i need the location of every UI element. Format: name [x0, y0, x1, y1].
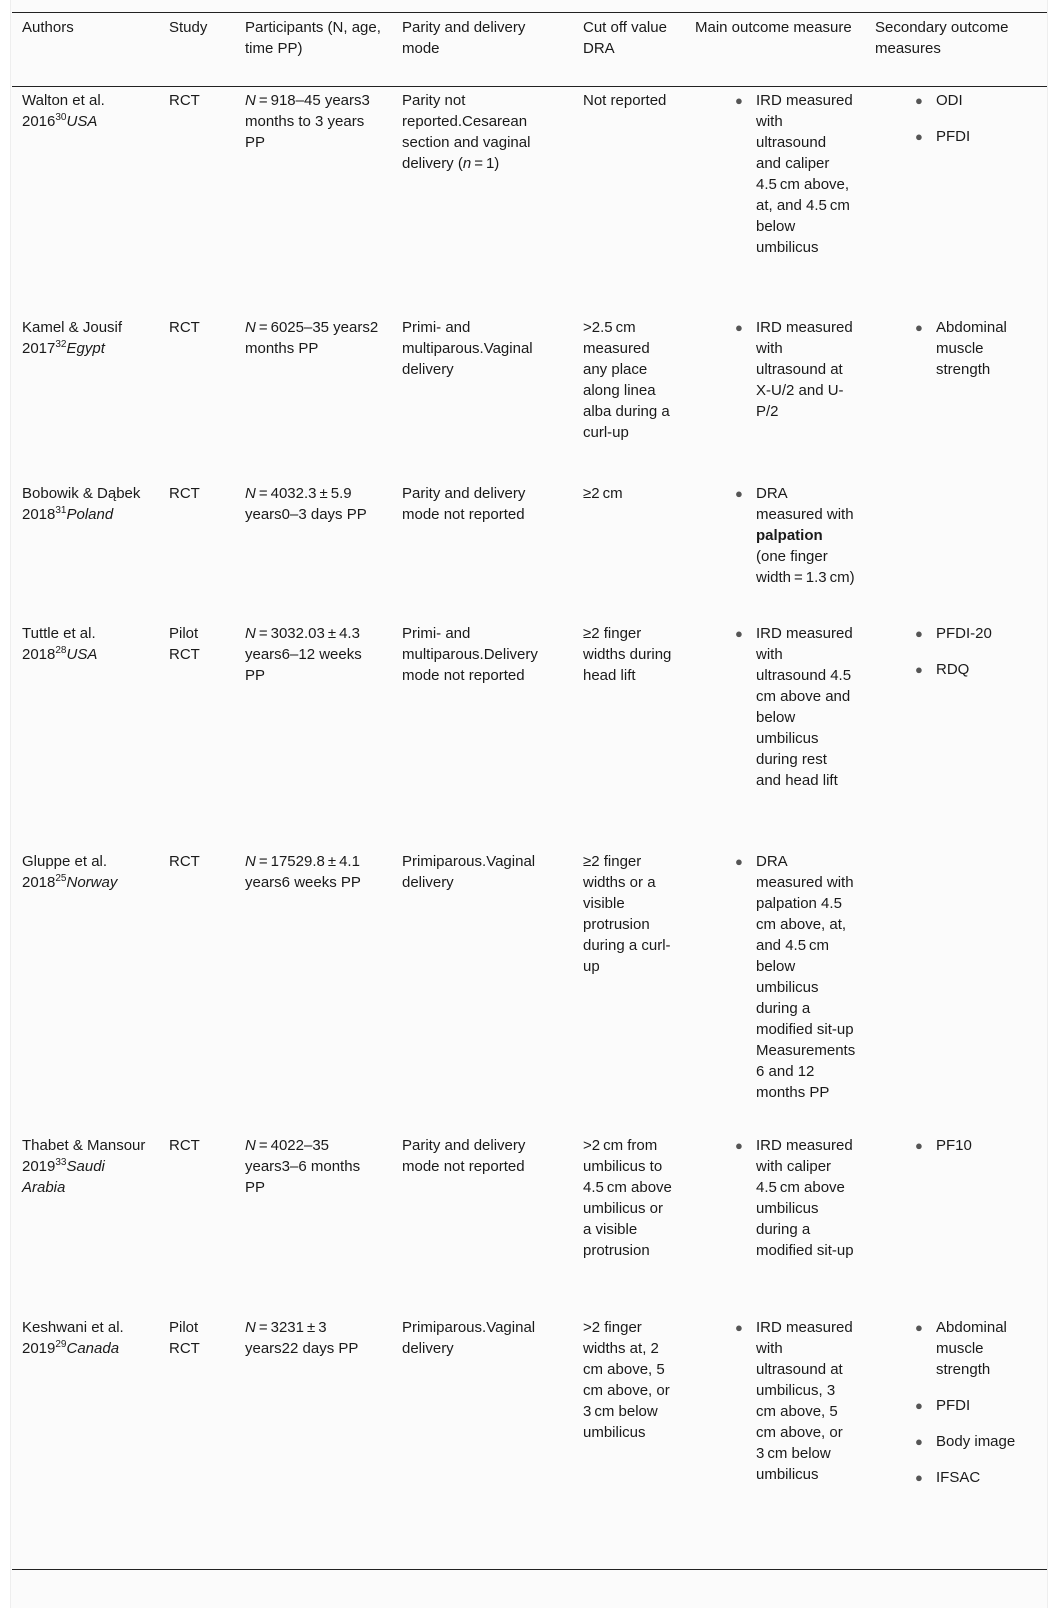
- country: USA: [66, 645, 98, 663]
- header-cutoff: Cut off value DRA: [573, 13, 685, 87]
- cell-cutoff: ≥2 finger widths during head lift: [583, 624, 672, 684]
- bullet-icon: ●: [735, 625, 743, 641]
- table-row: [12, 1314, 1047, 1570]
- bullet-icon: ●: [915, 1137, 923, 1153]
- list-item: [735, 851, 855, 1103]
- secondary-outcome-text: Body image: [936, 1432, 1016, 1450]
- table-row: [12, 848, 1047, 1132]
- cell-authors: [12, 87, 159, 314]
- secondary-outcome-text: ODI: [936, 92, 963, 109]
- n-label: N: [245, 852, 256, 870]
- main-outcome-text: IRD measured with ultrasound and caliper 4.5 cm above, at, and 4.5 cm below umbilicus: [756, 92, 853, 256]
- secondary-outcome-text: Abdominal muscle strength: [936, 318, 1007, 378]
- author-name: Walton et al. 2016: [22, 92, 105, 130]
- country: Poland: [66, 505, 114, 523]
- participants-text: = 6025–35 years2 months PP: [245, 318, 379, 357]
- list-item: [915, 90, 1037, 111]
- cell-authors: [12, 848, 159, 1132]
- reference-number: 29: [55, 1338, 67, 1350]
- secondary-outcome-text: PFDI: [936, 1396, 971, 1414]
- bullet-icon: ●: [915, 319, 923, 335]
- bullet-icon: ●: [915, 1397, 923, 1413]
- cell-cutoff: ≥2 finger widths or a visible protrusion during a curl-up: [583, 852, 671, 975]
- country: Canada: [66, 1339, 120, 1357]
- n-label: N: [245, 92, 256, 109]
- author-name: Gluppe et al. 2018: [22, 852, 108, 891]
- bullet-icon: ●: [915, 625, 923, 641]
- main-outcome-text: DRA measured with palpation 4.5 cm above, at, and 4.5 cm below umbilicus during a modified sit-up Measurements 6 and 12 months PP: [756, 852, 856, 1101]
- n-label: n: [462, 155, 472, 172]
- author-name: Keshwani et al. 2019: [22, 1318, 124, 1357]
- cell-main-outcome: [685, 848, 865, 1132]
- country: Egypt: [66, 339, 105, 357]
- bullet-icon: ●: [735, 485, 743, 501]
- secondary-outcome-text: PFDI-20: [936, 624, 992, 642]
- cell-study: RCT: [169, 92, 200, 109]
- cell-cutoff: >2 finger widths at, 2 cm above, 5 cm above, or 3 cm below umbilicus: [573, 1314, 685, 1570]
- author-name: Thabet & Mansour 2019: [22, 1136, 146, 1175]
- cell-secondary-outcome: [865, 480, 1047, 620]
- table-row: [12, 1132, 1047, 1314]
- bullet-icon: ●: [915, 1433, 923, 1449]
- list-item: [915, 1317, 1037, 1380]
- cell-cutoff: >2.5 cm measured any place along linea alba during a curl-up: [583, 318, 670, 441]
- cell-participants: [235, 620, 392, 848]
- list-item: [915, 1431, 1037, 1452]
- cell-secondary-outcome: [865, 620, 1047, 848]
- n-label: N: [245, 318, 256, 336]
- main-outcome-text: IRD measured with ultrasound 4.5 cm above and below umbilicus during rest and head lift: [756, 624, 855, 789]
- parity-text: Parity not reported.Cesarean section and vaginal delivery (: [402, 92, 531, 172]
- cell-secondary-outcome: [865, 1132, 1047, 1314]
- main-outcome-text: IRD measured with ultrasound at umbilicus, 3 cm above, 5 cm above, or 3 cm below umbilicus: [756, 1318, 853, 1483]
- list-item: [735, 623, 855, 791]
- secondary-outcome-text: Abdominal muscle strength: [936, 1318, 1007, 1378]
- bullet-icon: ●: [735, 853, 743, 869]
- cell-participants: [235, 848, 392, 1132]
- bullet-icon: ●: [735, 1319, 743, 1335]
- cell-study: RCT: [169, 318, 200, 336]
- bullet-icon: ●: [735, 1137, 743, 1153]
- cell-study: RCT: [169, 484, 200, 502]
- n-label: N: [245, 484, 256, 502]
- cell-study: RCT: [169, 852, 200, 870]
- author-name: Tuttle et al. 2018: [22, 624, 96, 663]
- table-row: [12, 620, 1047, 848]
- header-row: [12, 13, 1047, 87]
- header-study: Study: [159, 13, 235, 87]
- cell-study: Pilot RCT: [159, 1314, 235, 1570]
- parity-text-after: = 1): [471, 155, 500, 172]
- reference-number: 33: [55, 1156, 67, 1168]
- cell-parity: [392, 87, 573, 314]
- header-parity: Parity and delivery mode: [392, 13, 573, 87]
- list-item: [915, 1467, 1037, 1488]
- header-secondary-outcome: Secondary outcome measures: [865, 13, 1047, 87]
- participants-text: = 3231 ± 3 years22 days PP: [245, 1318, 359, 1357]
- n-label: N: [245, 624, 256, 642]
- main-outcome-text-after: (one finger width = 1.3 cm): [756, 547, 855, 586]
- cell-participants: [235, 314, 392, 480]
- list-item: [915, 623, 1037, 644]
- bullet-icon: ●: [915, 1319, 923, 1335]
- list-item: [915, 1135, 1037, 1156]
- secondary-outcome-text: PF10: [936, 1136, 972, 1154]
- cell-authors: [12, 1314, 159, 1570]
- bullet-icon: ●: [735, 319, 743, 335]
- bullet-icon: ●: [915, 93, 923, 108]
- list-item: [735, 317, 855, 422]
- list-item: [735, 90, 855, 258]
- list-item: [735, 1135, 855, 1261]
- cell-parity: Parity and delivery mode not reported: [402, 1136, 526, 1175]
- list-item: [915, 659, 1037, 680]
- cell-participants: [235, 480, 392, 620]
- list-item: [915, 1395, 1037, 1416]
- author-name: Bobowik & Dąbek 2018: [22, 484, 141, 523]
- header-participants: Participants (N, age, time PP): [235, 13, 392, 87]
- main-outcome-text: IRD measured with ultrasound at X-U/2 and U-P/2: [756, 318, 853, 420]
- participants-text: = 4032.3 ± 5.9 years0–3 days PP: [245, 484, 367, 523]
- cell-participants: [235, 1132, 392, 1314]
- cell-secondary-outcome: [865, 87, 1047, 314]
- cell-secondary-outcome: [865, 1314, 1047, 1570]
- participants-text: = 4022–35 years3–6 months PP: [245, 1136, 361, 1196]
- cell-main-outcome: [685, 1132, 865, 1314]
- table-row: [12, 480, 1047, 620]
- cell-parity: Primi- and multiparous.Delivery mode not reported: [402, 624, 538, 684]
- participants-text: = 17529.8 ± 4.1 years6 weeks PP: [245, 852, 361, 891]
- list-item: [735, 483, 855, 588]
- main-outcome-bold: palpation: [756, 526, 823, 544]
- main-outcome-text: DRA measured with: [756, 484, 854, 523]
- cell-study: Pilot RCT: [169, 624, 200, 663]
- studies-table: [12, 12, 1047, 1570]
- header-main-outcome: Main outcome measure: [685, 13, 865, 87]
- reference-number: 30: [55, 112, 67, 123]
- cell-main-outcome: [685, 480, 865, 620]
- country: USA: [66, 113, 98, 130]
- cell-main-outcome: [685, 1314, 865, 1570]
- table-row: [12, 87, 1047, 314]
- cell-authors: [12, 1132, 159, 1314]
- cell-study: RCT: [169, 1136, 200, 1154]
- cell-main-outcome: [685, 87, 865, 314]
- country: Norway: [66, 873, 118, 891]
- reference-number: 28: [55, 644, 67, 656]
- country: Saudi Arabia: [22, 1157, 105, 1196]
- list-item: [915, 126, 1037, 147]
- reference-number: 25: [55, 872, 67, 884]
- secondary-outcome-text: PFDI: [936, 128, 971, 145]
- header-authors: Authors: [12, 13, 159, 87]
- cell-parity: Primiparous.Vaginal delivery: [402, 852, 536, 891]
- participants-text: = 918–45 years3 months to 3 years PP: [245, 92, 370, 151]
- table-row: [12, 314, 1047, 480]
- cell-main-outcome: [685, 620, 865, 848]
- cell-participants: [235, 1314, 392, 1570]
- cell-parity: Primiparous.Vaginal delivery: [392, 1314, 573, 1570]
- bullet-icon: ●: [915, 661, 923, 677]
- cell-cutoff: >2 cm from umbilicus to 4.5 cm above umbilicus or a visible protrusion: [583, 1136, 672, 1259]
- cell-authors: [12, 620, 159, 848]
- participants-text: = 3032.03 ± 4.3 years6–12 weeks PP: [245, 624, 362, 684]
- author-name: Kamel & Jousif 2017: [22, 318, 123, 357]
- bullet-icon: ●: [735, 93, 743, 108]
- list-item: [735, 1317, 855, 1485]
- cell-authors: [12, 480, 159, 620]
- cell-parity: Parity and delivery mode not reported: [402, 484, 526, 523]
- cell-participants: [235, 87, 392, 314]
- cell-secondary-outcome: [865, 314, 1047, 480]
- secondary-outcome-text: RDQ: [936, 660, 970, 678]
- reference-number: 31: [55, 504, 67, 516]
- bullet-icon: ●: [915, 129, 923, 144]
- cell-main-outcome: [685, 314, 865, 480]
- n-label: N: [245, 1136, 256, 1154]
- bullet-icon: ●: [915, 1469, 923, 1485]
- cell-authors: [12, 314, 159, 480]
- cell-cutoff: ≥2 cm: [583, 484, 623, 502]
- list-item: [915, 317, 1037, 380]
- main-outcome-text: IRD measured with caliper 4.5 cm above umbilicus during a modified sit-up: [756, 1136, 854, 1259]
- n-label: N: [245, 1318, 256, 1336]
- cell-secondary-outcome: [865, 848, 1047, 1132]
- cell-parity: Primi- and multiparous.Vaginal delivery: [402, 318, 533, 378]
- secondary-outcome-text: IFSAC: [936, 1468, 981, 1486]
- cell-cutoff: Not reported: [583, 92, 667, 109]
- reference-number: 32: [55, 338, 67, 350]
